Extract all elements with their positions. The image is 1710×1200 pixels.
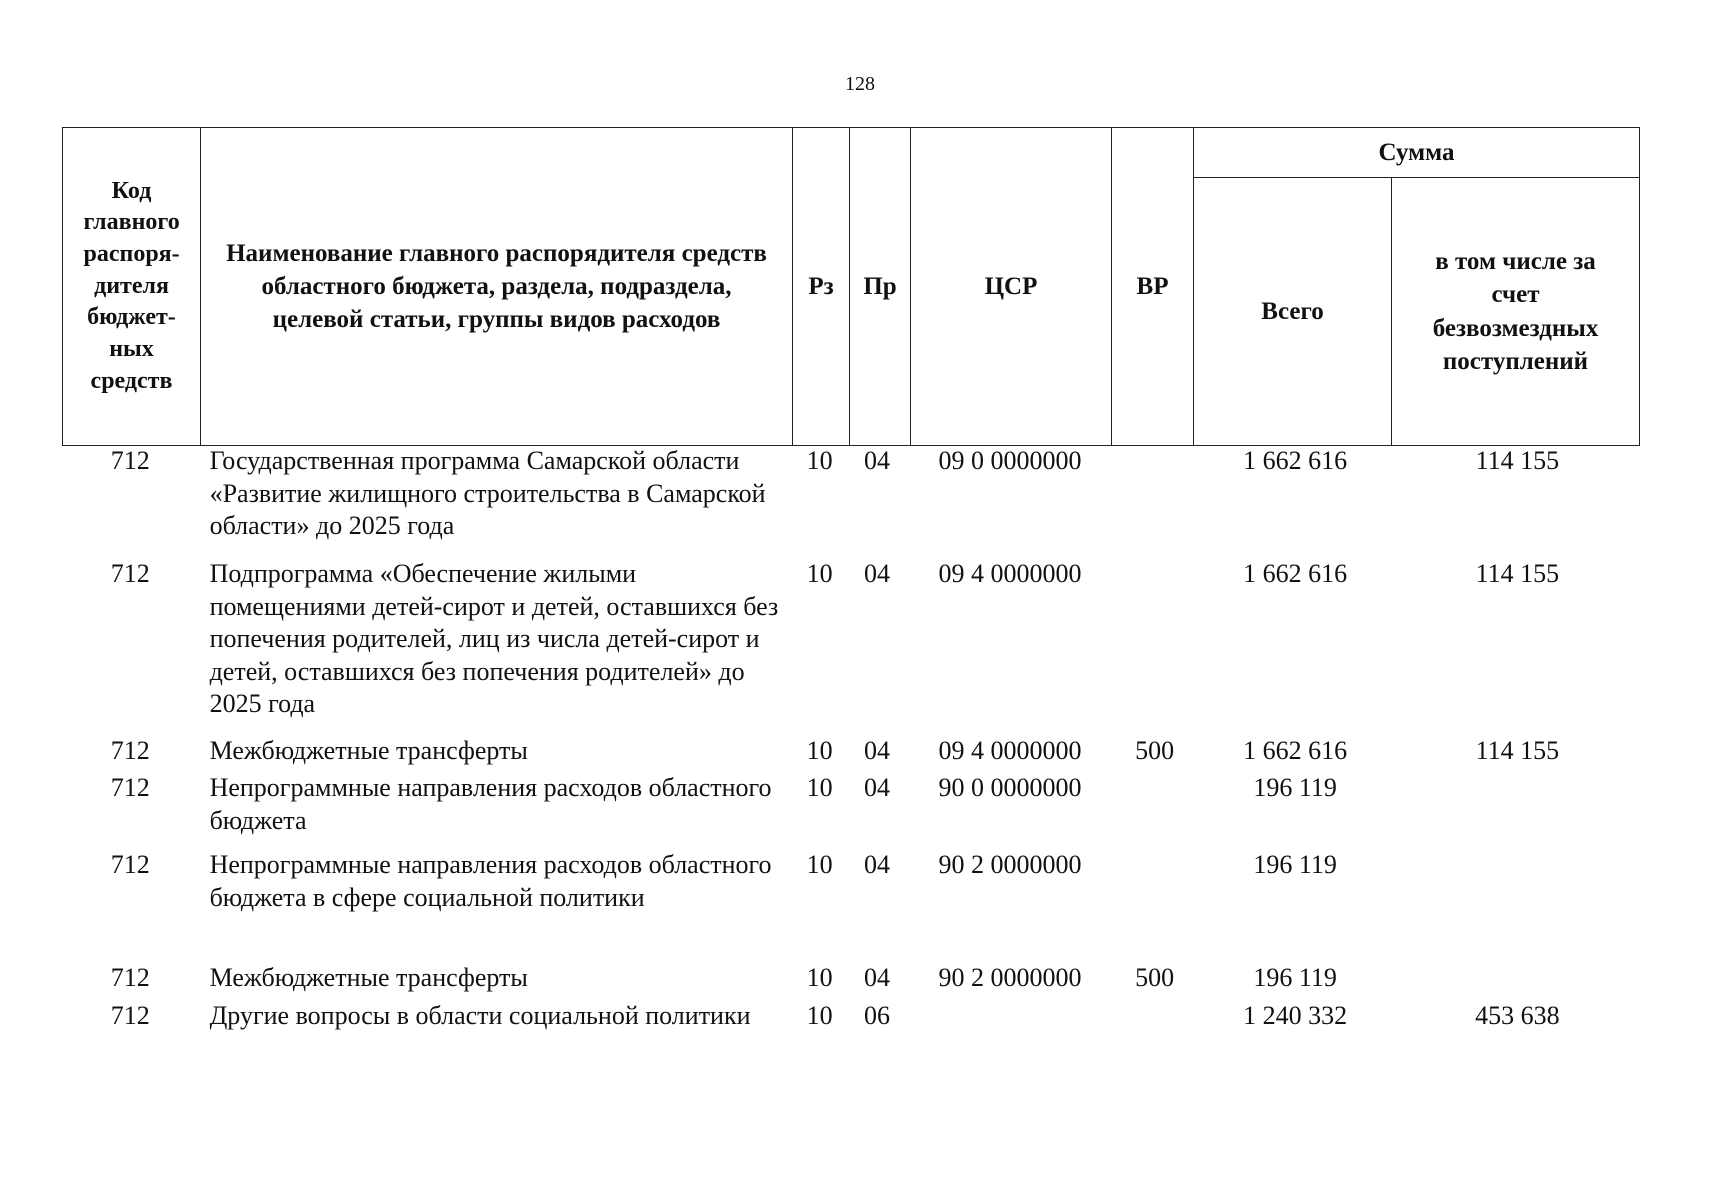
cell-csr: 09 4 0000000	[938, 736, 1082, 765]
header-vr: ВР	[1112, 128, 1194, 446]
header-rz: Рз	[793, 128, 850, 446]
table-row	[62, 772, 1640, 849]
cell-name: Непрограммные направления расходов областного бюджета	[209, 773, 772, 835]
cell-csr: 09 4 0000000	[938, 559, 1082, 588]
cell-vr	[1114, 849, 1196, 962]
cell-csr: 90 0 0000000	[938, 773, 1082, 802]
header-code: Код главного распоря-дителя бюджет-ных средств	[63, 128, 201, 446]
cell-total: 196 119	[1253, 963, 1337, 992]
cell-code: 712	[110, 559, 150, 588]
cell-total: 1 662 616	[1243, 559, 1348, 588]
cell-pr: 04	[863, 850, 890, 879]
cell-rz: 10	[806, 446, 833, 475]
cell-grant	[1395, 849, 1640, 962]
cell-total: 1 662 616	[1243, 446, 1348, 475]
header-sum: Сумма	[1194, 128, 1640, 178]
cell-csr	[906, 1000, 1113, 1070]
cell-rz: 10	[806, 1001, 833, 1030]
header-grant: в том числе за счет безвозмездных поступлений	[1392, 178, 1640, 446]
cell-rz: 10	[806, 736, 833, 765]
cell-grant	[1395, 772, 1640, 849]
cell-grant	[1395, 962, 1640, 1000]
cell-code: 712	[110, 850, 150, 879]
table-row	[62, 1000, 1640, 1070]
cell-grant: 453 638	[1475, 1001, 1560, 1030]
page-number: 128	[845, 73, 875, 95]
cell-grant: 114 155	[1475, 446, 1560, 475]
cell-pr: 04	[863, 963, 890, 992]
cell-total: 1 662 616	[1243, 736, 1348, 765]
cell-pr: 04	[863, 736, 890, 765]
cell-pr: 04	[863, 773, 890, 802]
cell-pr: 04	[863, 446, 890, 475]
cell-total: 196 119	[1253, 850, 1337, 879]
cell-vr: 500	[1135, 963, 1175, 992]
cell-total: 1 240 332	[1243, 1001, 1348, 1030]
cell-code: 712	[110, 736, 150, 765]
cell-vr	[1114, 445, 1196, 558]
table-row	[62, 558, 1640, 735]
cell-name: Государственная программа Самарской области «Развитие жилищного строительства в Самарской области» до 2025 года	[209, 446, 766, 540]
cell-vr	[1114, 1000, 1196, 1070]
cell-code: 712	[110, 446, 150, 475]
cell-vr	[1114, 558, 1196, 735]
header-csr: ЦСР	[911, 128, 1112, 446]
table-row	[62, 962, 1640, 1000]
header-pr: Пр	[850, 128, 911, 446]
cell-total: 196 119	[1253, 773, 1337, 802]
table-header	[62, 127, 1640, 446]
cell-rz: 10	[806, 559, 833, 588]
cell-name: Другие вопросы в области социальной политики	[209, 1001, 751, 1030]
cell-name: Межбюджетные трансферты	[209, 963, 528, 992]
cell-csr: 09 0 0000000	[938, 446, 1082, 475]
cell-rz: 10	[806, 773, 833, 802]
header-name: Наименование главного распорядителя средств областного бюджета, раздела, подраздела, целевой статьи, группы видов расходов	[201, 128, 793, 446]
cell-csr: 90 2 0000000	[938, 850, 1082, 879]
cell-grant: 114 155	[1475, 559, 1560, 588]
cell-csr: 90 2 0000000	[938, 963, 1082, 992]
table-row	[62, 445, 1640, 558]
cell-rz: 10	[806, 850, 833, 879]
cell-code: 712	[110, 1001, 150, 1030]
cell-pr: 04	[863, 559, 890, 588]
header-total: Всего	[1194, 178, 1392, 446]
cell-name: Непрограммные направления расходов областного бюджета в сфере социальной политики	[209, 850, 772, 912]
cell-vr	[1114, 772, 1196, 849]
table-body	[62, 445, 1640, 1070]
table-row	[62, 849, 1640, 962]
cell-pr: 06	[863, 1001, 890, 1030]
cell-grant: 114 155	[1475, 736, 1560, 765]
cell-code: 712	[110, 963, 150, 992]
cell-code: 712	[110, 773, 150, 802]
cell-name: Межбюджетные трансферты	[209, 736, 528, 765]
table-row	[62, 735, 1640, 772]
cell-rz: 10	[806, 963, 833, 992]
cell-vr: 500	[1135, 736, 1175, 765]
cell-name: Подпрограмма «Обеспечение жилыми помещениями детей-сирот и детей, оставшихся без попечения родителей, лиц из числа детей-сирот и детей, оставшихся без попечения родителей» до 2025 года	[209, 559, 779, 718]
